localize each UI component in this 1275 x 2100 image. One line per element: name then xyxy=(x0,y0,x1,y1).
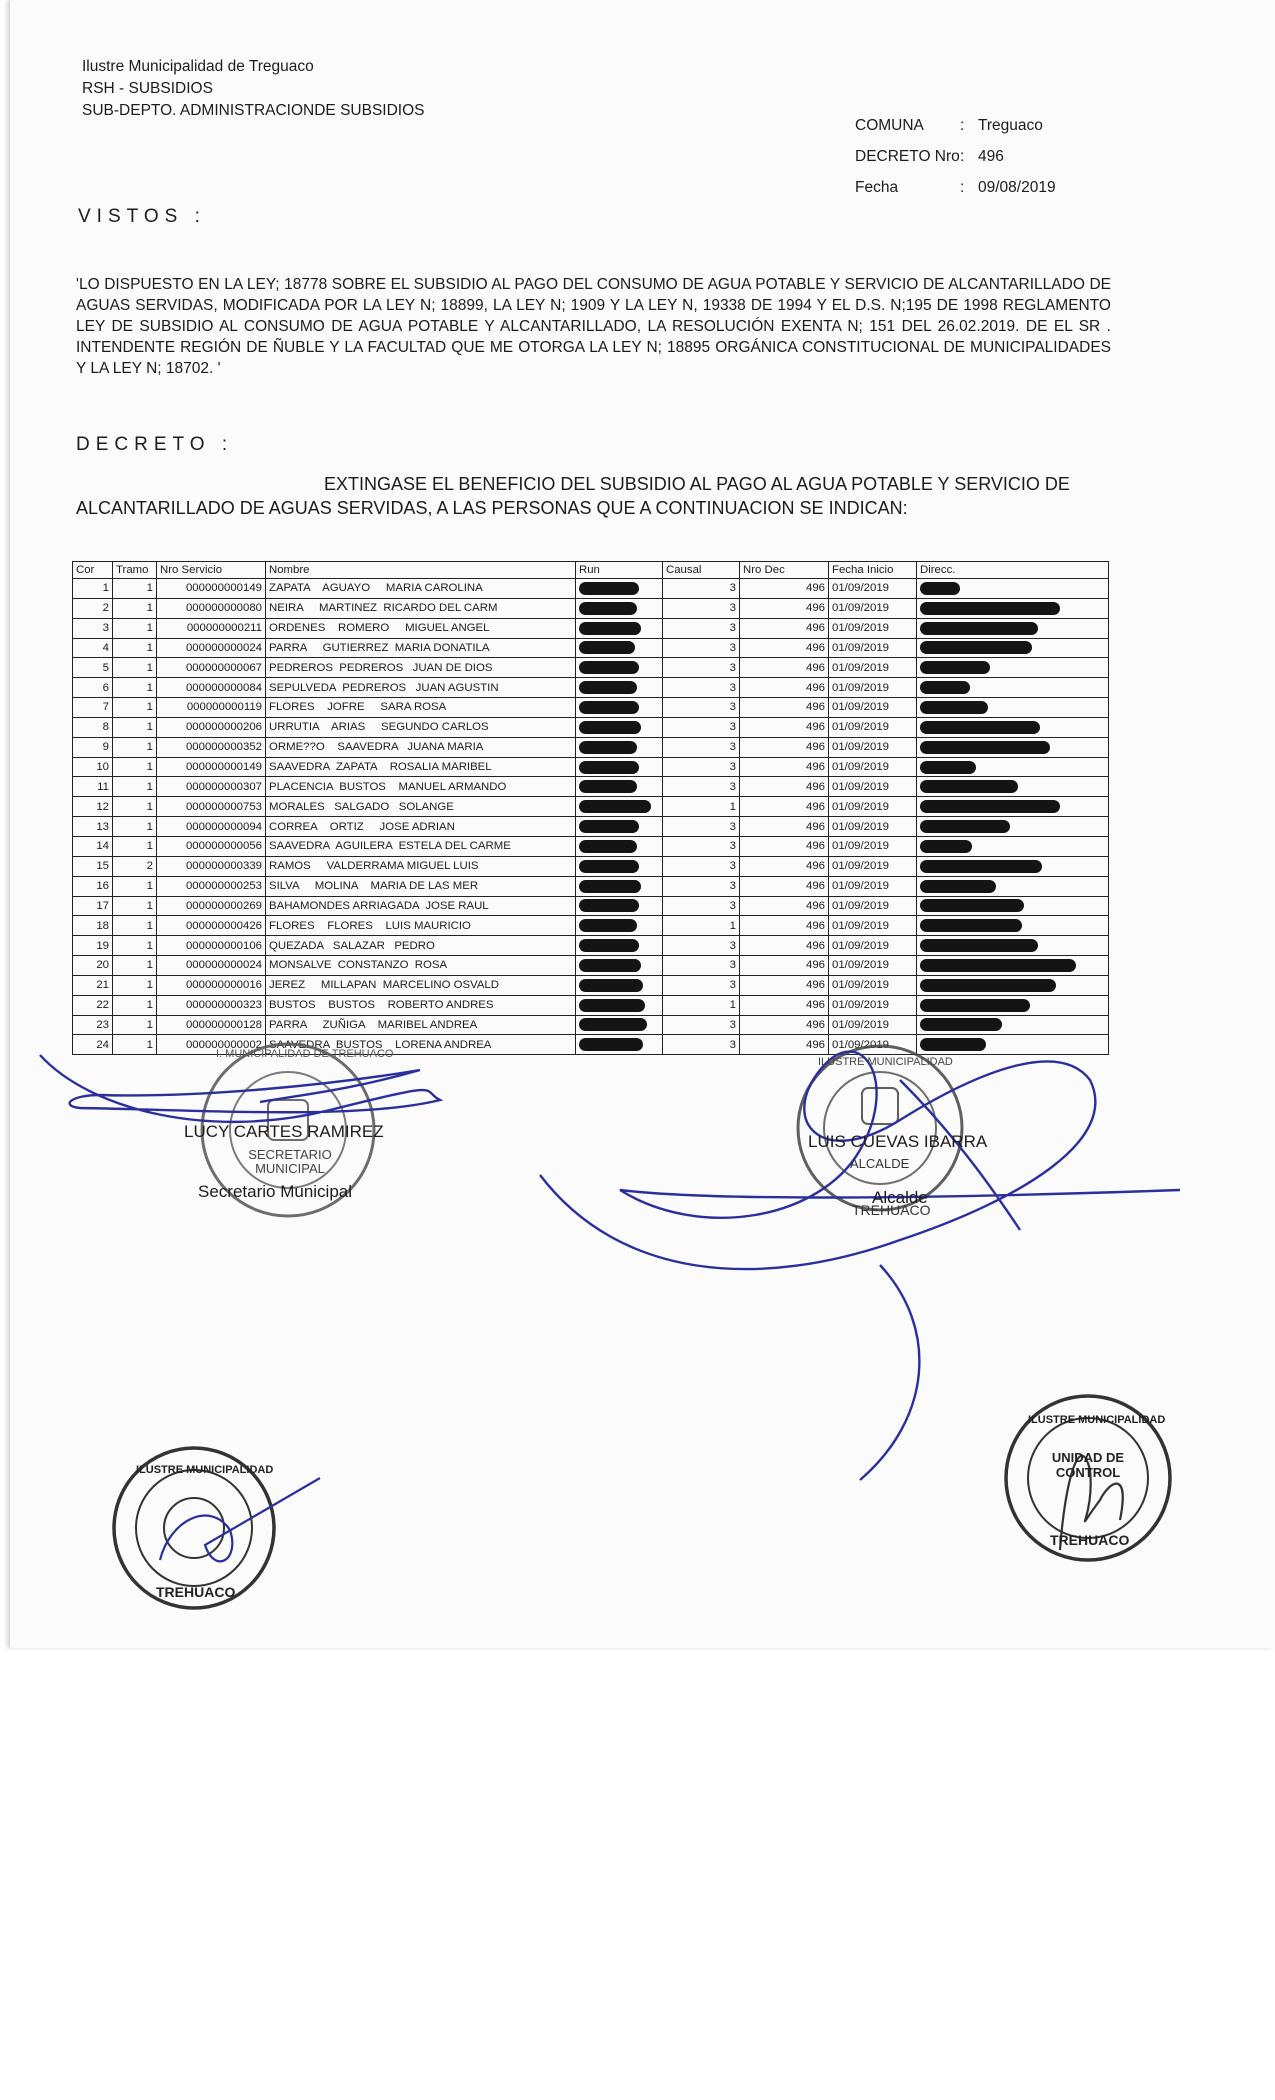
column-header: Nro Servicio xyxy=(157,562,266,579)
nombre-cell: QUEZADA SALAZAR PEDRO xyxy=(266,936,576,956)
dec-cell: 496 xyxy=(740,995,829,1015)
dec-cell: 496 xyxy=(740,956,829,976)
bottom-left-signature-scribble xyxy=(160,1478,320,1561)
cor-cell: 6 xyxy=(73,678,113,698)
column-header: Direcc. xyxy=(917,562,1109,579)
nombre-cell: FLORES FLORES LUIS MAURICIO xyxy=(266,916,576,936)
tramo-cell: 1 xyxy=(113,698,157,718)
left-signature-scribble xyxy=(40,1055,440,1122)
cor-cell: 5 xyxy=(73,658,113,678)
dec-cell: 496 xyxy=(740,638,829,658)
tramo-cell: 1 xyxy=(113,717,157,737)
tramo-cell: 1 xyxy=(113,916,157,936)
cor-cell: 9 xyxy=(73,737,113,757)
control-stamp-center: UNIDAD DE CONTROL xyxy=(1051,1450,1125,1480)
column-header: Fecha Inicio xyxy=(829,562,917,579)
cor-cell: 21 xyxy=(73,975,113,995)
causal-cell: 3 xyxy=(663,717,740,737)
fecha-cell: 01/09/2019 xyxy=(829,975,917,995)
fecha-cell: 01/09/2019 xyxy=(829,638,917,658)
alcalde-stamp xyxy=(798,1046,962,1210)
causal-cell: 3 xyxy=(663,777,740,797)
fecha-cell: 01/09/2019 xyxy=(829,757,917,777)
nombre-cell: SAAVEDRA BUSTOS LORENA ANDREA xyxy=(266,1035,576,1055)
servicio-cell: 000000000080 xyxy=(157,598,266,618)
fecha-cell: 01/09/2019 xyxy=(829,717,917,737)
fecha-cell: 01/09/2019 xyxy=(829,618,917,638)
cor-cell: 23 xyxy=(73,1015,113,1035)
dec-cell: 496 xyxy=(740,936,829,956)
meta-decreto: DECRETO Nro : 496 xyxy=(855,148,1056,179)
nombre-cell: SEPULVEDA PEDREROS JUAN AGUSTIN xyxy=(266,678,576,698)
causal-cell: 3 xyxy=(663,638,740,658)
nombre-cell: PARRA GUTIERREZ MARIA DONATILA xyxy=(266,638,576,658)
alcalde-title: Alcalde xyxy=(872,1188,928,1207)
sub-department-name: SUB-DEPTO. ADMINISTRACIONDE SUBSIDIOS xyxy=(82,102,425,119)
cor-cell: 16 xyxy=(73,876,113,896)
alcalde-stamp-center: ALCALDE xyxy=(850,1156,910,1171)
fecha-cell: 01/09/2019 xyxy=(829,896,917,916)
municipality-name: Ilustre Municipalidad de Treguaco xyxy=(82,58,314,75)
bottom-left-stamp-bottom: TREHUACO xyxy=(156,1584,236,1600)
tramo-cell: 1 xyxy=(113,956,157,976)
dec-cell: 496 xyxy=(740,876,829,896)
servicio-cell: 000000000753 xyxy=(157,797,266,817)
dec-cell: 496 xyxy=(740,618,829,638)
dec-cell: 496 xyxy=(740,1035,829,1055)
vistos-heading: VISTOS : xyxy=(78,206,206,227)
causal-cell: 3 xyxy=(663,579,740,599)
cor-cell: 7 xyxy=(73,698,113,718)
causal-cell: 1 xyxy=(663,797,740,817)
decreto-number: 496 xyxy=(978,148,1004,165)
department-name: RSH - SUBSIDIOS xyxy=(82,80,213,97)
cor-cell: 2 xyxy=(73,598,113,618)
dec-cell: 496 xyxy=(740,836,829,856)
servicio-cell: 000000000106 xyxy=(157,936,266,956)
column-header: Tramo xyxy=(113,562,157,579)
causal-cell: 3 xyxy=(663,956,740,976)
servicio-cell: 000000000339 xyxy=(157,856,266,876)
decree-date: 09/08/2019 xyxy=(978,179,1056,196)
tramo-cell: 1 xyxy=(113,598,157,618)
servicio-cell: 000000000149 xyxy=(157,579,266,599)
nombre-cell: BAHAMONDES ARRIAGADA JOSE RAUL xyxy=(266,896,576,916)
dec-cell: 496 xyxy=(740,975,829,995)
tramo-cell: 1 xyxy=(113,876,157,896)
nombre-cell: RAMOS VALDERRAMA MIGUEL LUIS xyxy=(266,856,576,876)
servicio-cell: 000000000206 xyxy=(157,717,266,737)
dec-cell: 496 xyxy=(740,737,829,757)
secretario-stamp-ring: I. MUNICIPALIDAD DE TREHUACO xyxy=(216,1048,394,1060)
vistos-text: 'LO DISPUESTO EN LA LEY; 18778 SOBRE EL SUBSIDIO AL PAGO DEL CONSUMO DE AGUA POTABLE Y SERVICIO DE ALCANTARILLADO DE AGUAS SERVIDAS, MODIFICADA POR LA LEY N; 18899, LA LEY N; 1909 Y LA LEY N, 19338 DE 1994 Y EL D.S. N;195 DE 1998 REGLAMENTO LEY DE SUBSIDIO AL CONSUMO DE AGUA POTABLE Y ALCANTARILLADO, LA RESOLUCIÓN EXENTA N; 151 DEL 26.02.2019. DE EL SR . INTENDENTE REGIÓN DE ÑUBLE Y LA FACULTAD QUE ME OTORGA LA LEY N; 18895 ORGÁNICA CONSTITUCIONAL DE MUNICIPALIDADES Y LA LEY N; 18702. ' xyxy=(76,276,1111,377)
causal-cell: 3 xyxy=(663,678,740,698)
column-header: Causal xyxy=(663,562,740,579)
dec-cell: 496 xyxy=(740,817,829,837)
alcalde-stamp-bottom: TREHUACO xyxy=(852,1202,931,1218)
dec-cell: 496 xyxy=(740,896,829,916)
causal-cell: 3 xyxy=(663,836,740,856)
servicio-cell: 000000000024 xyxy=(157,956,266,976)
tramo-cell: 1 xyxy=(113,975,157,995)
tramo-cell: 2 xyxy=(113,856,157,876)
nombre-cell: PLACENCIA BUSTOS MANUEL ARMANDO xyxy=(266,777,576,797)
tramo-cell: 1 xyxy=(113,777,157,797)
dec-cell: 496 xyxy=(740,757,829,777)
servicio-cell: 000000000269 xyxy=(157,896,266,916)
dec-cell: 496 xyxy=(740,916,829,936)
fecha-cell: 01/09/2019 xyxy=(829,1035,917,1055)
nombre-cell: PARRA ZUÑIGA MARIBEL ANDREA xyxy=(266,1015,576,1035)
tramo-cell: 1 xyxy=(113,658,157,678)
fecha-cell: 01/09/2019 xyxy=(829,876,917,896)
nombre-cell: URRUTIA ARIAS SEGUNDO CARLOS xyxy=(266,717,576,737)
servicio-cell: 000000000067 xyxy=(157,658,266,678)
dec-cell: 496 xyxy=(740,579,829,599)
fecha-cell: 01/09/2019 xyxy=(829,658,917,678)
causal-cell: 1 xyxy=(663,995,740,1015)
fecha-cell: 01/09/2019 xyxy=(829,579,917,599)
fecha-cell: 01/09/2019 xyxy=(829,836,917,856)
nombre-cell: BUSTOS BUSTOS ROBERTO ANDRES xyxy=(266,995,576,1015)
tramo-cell: 1 xyxy=(113,836,157,856)
causal-cell: 3 xyxy=(663,658,740,678)
cor-cell: 15 xyxy=(73,856,113,876)
cor-cell: 3 xyxy=(73,618,113,638)
servicio-cell: 000000000084 xyxy=(157,678,266,698)
nombre-cell: ORME??O SAAVEDRA JUANA MARIA xyxy=(266,737,576,757)
decreto-text: EXTINGASE EL BENEFICIO DEL SUBSIDIO AL PAGO AL AGUA POTABLE Y SERVICIO DE ALCANTARILLADO DE AGUAS SERVIDAS, A LAS PERSONAS QUE A CONTINUACION SE INDICAN: xyxy=(76,474,1070,518)
fecha-cell: 01/09/2019 xyxy=(829,956,917,976)
servicio-cell: 000000000149 xyxy=(157,757,266,777)
tramo-cell: 1 xyxy=(113,757,157,777)
causal-cell: 3 xyxy=(663,698,740,718)
dec-cell: 496 xyxy=(740,1015,829,1035)
dec-cell: 496 xyxy=(740,598,829,618)
cor-cell: 8 xyxy=(73,717,113,737)
alcalde-stamp-ring: ILUSTRE MUNICIPALIDAD xyxy=(818,1056,953,1068)
servicio-cell: 000000000016 xyxy=(157,975,266,995)
nombre-cell: CORREA ORTIZ JOSE ADRIAN xyxy=(266,817,576,837)
fecha-cell: 01/09/2019 xyxy=(829,995,917,1015)
nombre-cell: NEIRA MARTINEZ RICARDO DEL CARM xyxy=(266,598,576,618)
column-header: Nombre xyxy=(266,562,576,579)
decreto-heading: DECRETO : xyxy=(76,434,234,455)
tramo-cell: 1 xyxy=(113,797,157,817)
causal-cell: 3 xyxy=(663,1035,740,1055)
fecha-cell: 01/09/2019 xyxy=(829,737,917,757)
comuna-value: Treguaco xyxy=(978,117,1043,134)
secretario-title: Secretario Municipal xyxy=(198,1182,353,1201)
causal-cell: 3 xyxy=(663,876,740,896)
fecha-cell: 01/09/2019 xyxy=(829,598,917,618)
cor-cell: 20 xyxy=(73,956,113,976)
dec-cell: 496 xyxy=(740,717,829,737)
tramo-cell: 1 xyxy=(113,1015,157,1035)
tramo-cell: 1 xyxy=(113,995,157,1015)
fecha-cell: 01/09/2019 xyxy=(829,916,917,936)
nombre-cell: JEREZ MILLAPAN MARCELINO OSVALD xyxy=(266,975,576,995)
servicio-cell: 000000000056 xyxy=(157,836,266,856)
fecha-cell: 01/09/2019 xyxy=(829,817,917,837)
servicio-cell: 000000000253 xyxy=(157,876,266,896)
servicio-cell: 000000000119 xyxy=(157,698,266,718)
cor-cell: 10 xyxy=(73,757,113,777)
control-stamp-bottom: TREHUACO xyxy=(1050,1532,1130,1548)
servicio-cell: 000000000024 xyxy=(157,638,266,658)
nombre-cell: MONSALVE CONSTANZO ROSA xyxy=(266,956,576,976)
servicio-cell: 000000000307 xyxy=(157,777,266,797)
cor-cell: 12 xyxy=(73,797,113,817)
nombre-cell: MORALES SALGADO SOLANGE xyxy=(266,797,576,817)
secretario-name: LUCY CARTES RAMIREZ xyxy=(184,1122,384,1141)
tramo-cell: 1 xyxy=(113,936,157,956)
causal-cell: 3 xyxy=(663,936,740,956)
tramo-cell: 1 xyxy=(113,579,157,599)
cor-cell: 4 xyxy=(73,638,113,658)
cor-cell: 1 xyxy=(73,579,113,599)
fecha-cell: 01/09/2019 xyxy=(829,777,917,797)
cor-cell: 22 xyxy=(73,995,113,1015)
causal-cell: 3 xyxy=(663,975,740,995)
servicio-cell: 000000000323 xyxy=(157,995,266,1015)
servicio-cell: 000000000352 xyxy=(157,737,266,757)
control-stamp-ring: ILUSTRE MUNICIPALIDAD xyxy=(1028,1414,1166,1426)
nombre-cell: SAAVEDRA AGUILERA ESTELA DEL CARME xyxy=(266,836,576,856)
secretario-stamp-center: SECRETARIO MUNICIPAL xyxy=(248,1147,332,1176)
servicio-cell: 000000000002 xyxy=(157,1035,266,1055)
fecha-cell: 01/09/2019 xyxy=(829,698,917,718)
servicio-cell: 000000000128 xyxy=(157,1015,266,1035)
nombre-cell: PEDREROS PEDREROS JUAN DE DIOS xyxy=(266,658,576,678)
fecha-cell: 01/09/2019 xyxy=(829,936,917,956)
tramo-cell: 1 xyxy=(113,817,157,837)
nombre-cell: SAAVEDRA ZAPATA ROSALIA MARIBEL xyxy=(266,757,576,777)
servicio-cell: 000000000094 xyxy=(157,817,266,837)
cor-cell: 18 xyxy=(73,916,113,936)
dec-cell: 496 xyxy=(740,678,829,698)
column-header: Cor xyxy=(73,562,113,579)
tramo-cell: 1 xyxy=(113,896,157,916)
meta-fecha: Fecha : 09/08/2019 xyxy=(855,179,1056,210)
servicio-cell: 000000000211 xyxy=(157,618,266,638)
dec-cell: 496 xyxy=(740,777,829,797)
dec-cell: 496 xyxy=(740,698,829,718)
causal-cell: 3 xyxy=(663,598,740,618)
dec-cell: 496 xyxy=(740,658,829,678)
servicio-cell: 000000000426 xyxy=(157,916,266,936)
alcalde-name: LUIS CUEVAS IBARRA xyxy=(808,1132,988,1151)
cor-cell: 19 xyxy=(73,936,113,956)
cor-cell: 17 xyxy=(73,896,113,916)
cor-cell: 14 xyxy=(73,836,113,856)
column-header: Run xyxy=(576,562,663,579)
tramo-cell: 1 xyxy=(113,618,157,638)
cor-cell: 24 xyxy=(73,1035,113,1055)
column-header: Nro Dec xyxy=(740,562,829,579)
dec-cell: 496 xyxy=(740,797,829,817)
causal-cell: 3 xyxy=(663,737,740,757)
causal-cell: 3 xyxy=(663,618,740,638)
fecha-cell: 01/09/2019 xyxy=(829,1015,917,1035)
causal-cell: 3 xyxy=(663,856,740,876)
cor-cell: 13 xyxy=(73,817,113,837)
fecha-cell: 01/09/2019 xyxy=(829,797,917,817)
nombre-cell: SILVA MOLINA MARIA DE LAS MER xyxy=(266,876,576,896)
fecha-cell: 01/09/2019 xyxy=(829,856,917,876)
nombre-cell: FLORES JOFRE SARA ROSA xyxy=(266,698,576,718)
causal-cell: 1 xyxy=(663,916,740,936)
tramo-cell: 1 xyxy=(113,737,157,757)
causal-cell: 3 xyxy=(663,896,740,916)
nombre-cell: ORDENES ROMERO MIGUEL ANGEL xyxy=(266,618,576,638)
tramo-cell: 1 xyxy=(113,1035,157,1055)
dec-cell: 496 xyxy=(740,856,829,876)
causal-cell: 3 xyxy=(663,757,740,777)
causal-cell: 3 xyxy=(663,817,740,837)
cor-cell: 11 xyxy=(73,777,113,797)
tramo-cell: 1 xyxy=(113,678,157,698)
causal-cell: 3 xyxy=(663,1015,740,1035)
bottom-left-stamp-ring: ILUSTRE MUNICIPALIDAD xyxy=(136,1464,274,1476)
fecha-cell: 01/09/2019 xyxy=(829,678,917,698)
meta-comuna: COMUNA : Treguaco xyxy=(855,117,1056,148)
tramo-cell: 1 xyxy=(113,638,157,658)
nombre-cell: ZAPATA AGUAYO MARIA CAROLINA xyxy=(266,579,576,599)
